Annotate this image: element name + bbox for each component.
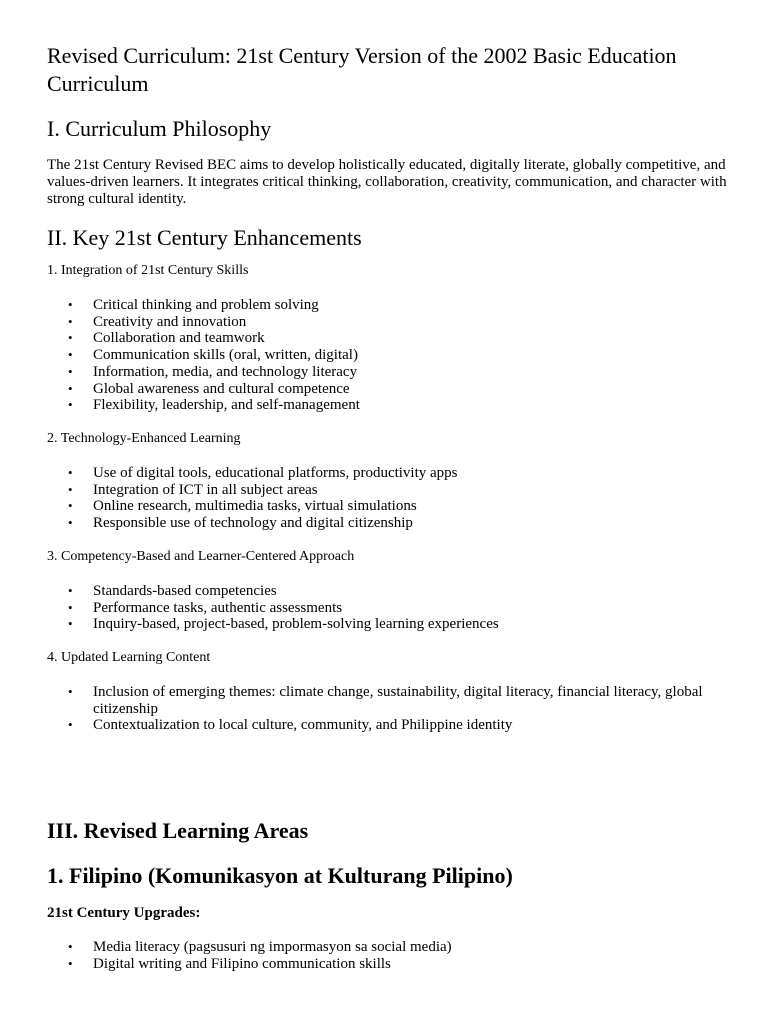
section-heading-enhancements: II. Key 21st Century Enhancements xyxy=(47,225,362,250)
list-item: • Flexibility, leadership, and self-management xyxy=(68,397,360,414)
philosophy-paragraph: The 21st Century Revised BEC aims to develop holistically educated, digitally literate, globally competitive, and values-driven learners. It integrates critical thinking, collaboration, creativity, communication, and character with strong cultural identity. xyxy=(47,157,727,207)
learning-area-heading-filipino: 1. Filipino (Komunikasyon at Kulturang Pilipino) xyxy=(47,863,513,888)
list-item: • Communication skills (oral, written, digital) xyxy=(68,347,358,364)
bullet-icon: • xyxy=(68,347,73,363)
bullet-icon: • xyxy=(68,684,73,699)
list-item: • Global awareness and cultural competence xyxy=(68,380,350,397)
bullet-icon: • xyxy=(68,583,73,598)
list-item: • Digital writing and Filipino communication skills xyxy=(68,955,391,972)
list-item: • Contextualization to local culture, community, and Philippine identity xyxy=(68,717,513,734)
bullet-icon: • xyxy=(68,599,73,615)
bullet-icon: • xyxy=(68,313,73,329)
document-title: Revised Curriculum: 21st Century Version of the 2002 Basic Education Curriculum xyxy=(47,43,677,96)
list-item: • Critical thinking and problem solving xyxy=(68,297,319,313)
upgrades-list xyxy=(47,939,737,972)
enhancement-list-2 xyxy=(47,465,737,532)
bullet-icon: • xyxy=(68,363,73,379)
upgrades-label: 21st Century Upgrades: xyxy=(47,905,201,921)
enhancement-subheading-3: 3. Competency-Based and Learner-Centered Approach xyxy=(47,549,355,564)
enhancement-subheading-2: 2. Technology-Enhanced Learning xyxy=(47,431,241,446)
section-heading-learning-areas: III. Revised Learning Areas xyxy=(47,818,309,843)
list-item: • Standards-based competencies xyxy=(68,583,277,599)
bullet-icon: • xyxy=(68,380,73,396)
section-heading-philosophy: I. Curriculum Philosophy xyxy=(47,116,272,141)
list-item: • Media literacy (pagsusuri ng impormasyon sa social media) xyxy=(68,939,452,955)
bullet-icon: • xyxy=(68,297,73,312)
bullet-icon: • xyxy=(68,616,73,632)
bullet-icon: • xyxy=(68,515,73,531)
bullet-icon: • xyxy=(68,397,73,413)
enhancement-list-1 xyxy=(47,297,737,414)
list-item: • Inclusion of emerging themes: climate change, sustainability, digital literacy, financial literacy, global citizenship xyxy=(68,684,703,717)
enhancement-list-4 xyxy=(47,684,737,734)
bullet-icon: • xyxy=(68,330,73,346)
bullet-icon: • xyxy=(68,939,73,954)
bullet-icon: • xyxy=(68,498,73,514)
enhancement-list-3 xyxy=(47,583,737,633)
bullet-icon: • xyxy=(68,481,73,497)
list-item: • Creativity and innovation xyxy=(68,313,247,330)
list-item: • Information, media, and technology literacy xyxy=(68,363,358,380)
list-item: • Inquiry-based, project-based, problem-solving learning experiences xyxy=(68,616,499,633)
enhancement-subheading-1: 1. Integration of 21st Century Skills xyxy=(47,263,249,278)
list-item: • Performance tasks, authentic assessments xyxy=(68,599,343,616)
list-item: • Use of digital tools, educational platforms, productivity apps xyxy=(68,465,458,481)
bullet-icon: • xyxy=(68,955,73,971)
bullet-icon: • xyxy=(68,717,73,733)
list-item: • Online research, multimedia tasks, virtual simulations xyxy=(68,498,417,515)
bullet-icon: • xyxy=(68,465,73,480)
list-item: • Integration of ICT in all subject areas xyxy=(68,481,318,498)
enhancement-subheading-4: 4. Updated Learning Content xyxy=(47,650,211,665)
list-item: • Responsible use of technology and digital citizenship xyxy=(68,515,413,532)
list-item: • Collaboration and teamwork xyxy=(68,330,265,347)
